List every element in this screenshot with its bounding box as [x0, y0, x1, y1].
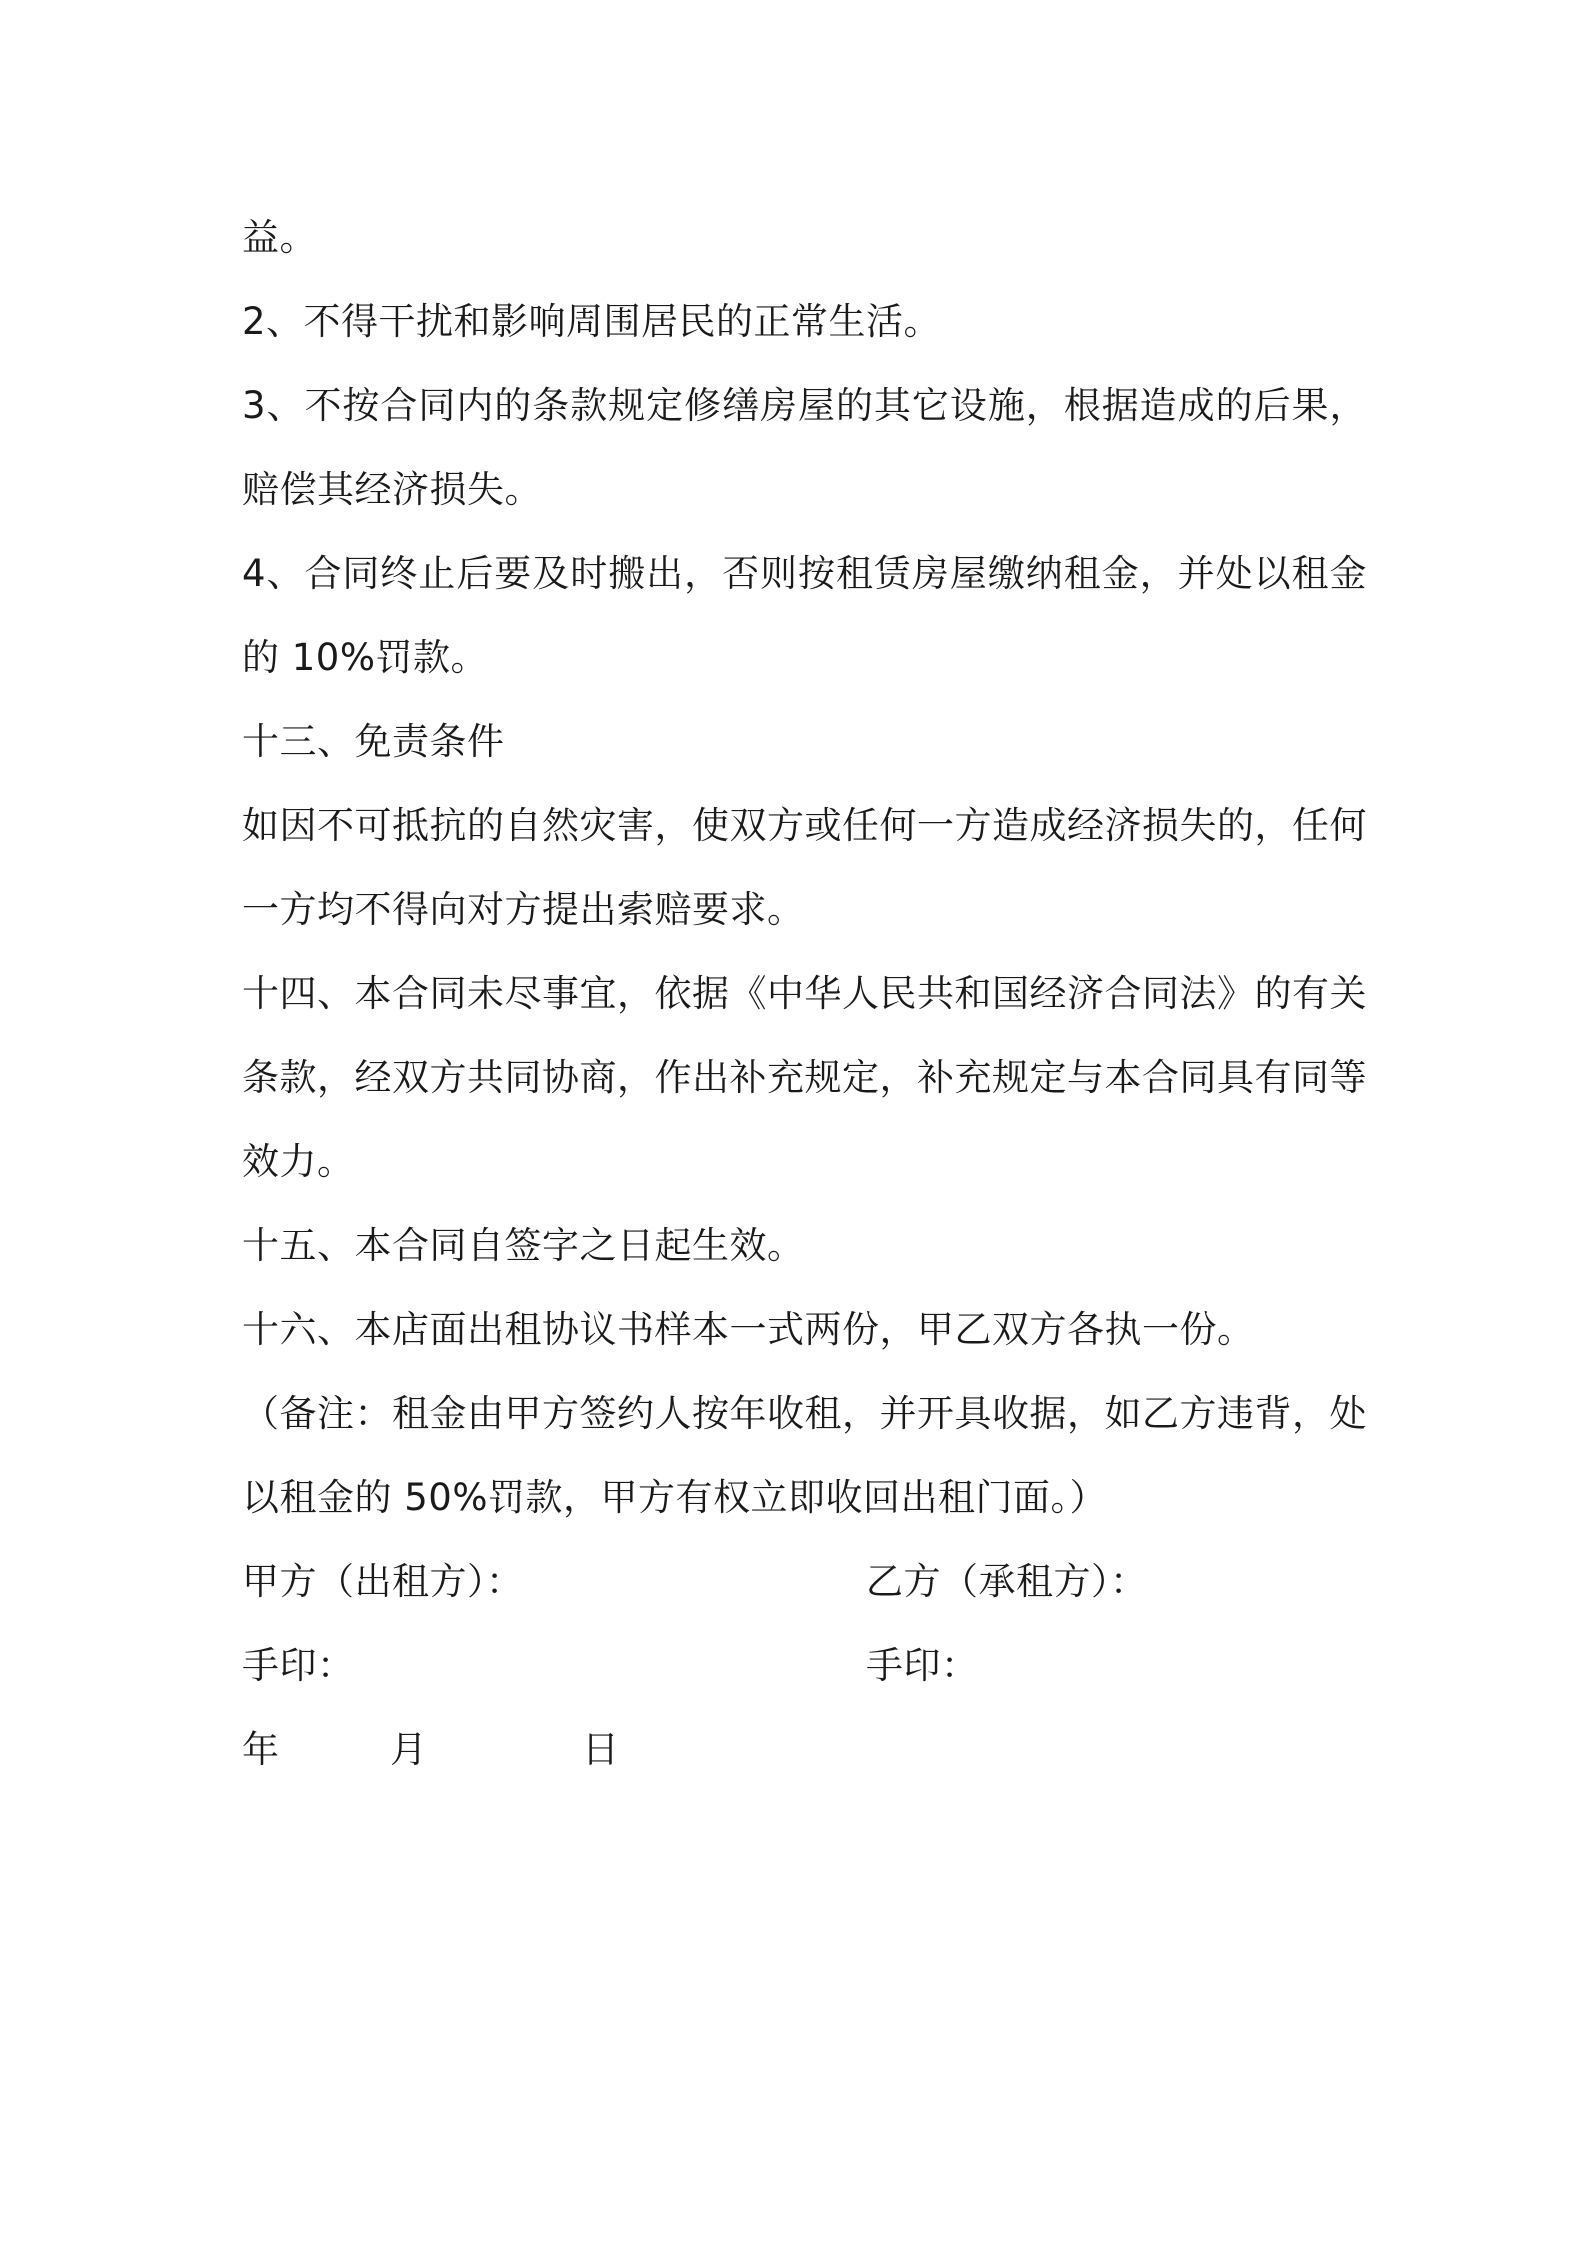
text-line: 益。 [242, 216, 317, 259]
remark-continued: 以租金的 50%罚款，甲方有权立即收回出租门面。） [242, 1476, 1107, 1519]
section-16: 十六、本店面出租协议书样本一式两份，甲乙双方各执一份。 [242, 1308, 1255, 1351]
section-15: 十五、本合同自签字之日起生效。 [242, 1224, 805, 1267]
section-14: 十四、本合同未尽事宜，依据《中华人民共和国经济合同法》的有关 [242, 972, 1367, 1015]
clause-4: 4、合同终止后要及时搬出，否则按租赁房屋缴纳租金，并处以租金 [242, 552, 1367, 595]
section-13-text: 如因不可抵抗的自然灾害，使双方或任何一方造成经济损失的，任何 [242, 804, 1367, 847]
party-row [242, 1540, 1367, 1624]
seal-row [242, 1624, 1367, 1708]
section-14-end: 效力。 [242, 1140, 355, 1183]
clause-3: 3、不按合同内的条款规定修缮房屋的其它设施，根据造成的后果， [242, 384, 1367, 427]
clause-2: 2、不得干扰和影响周围居民的正常生活。 [242, 300, 942, 343]
party-a-label: 甲方（出租方）： [242, 1560, 524, 1603]
date-day: 日 [582, 1728, 620, 1771]
remark: （备注：租金由甲方签约人按年收租，并开具收据，如乙方违背，处 [242, 1392, 1367, 1435]
date-month: 月 [390, 1728, 428, 1771]
date-year: 年 [242, 1728, 280, 1771]
section-13-heading: 十三、免责条件 [242, 720, 505, 763]
date-row [242, 1708, 1367, 1792]
clause-3-continued: 赔偿其经济损失。 [242, 468, 542, 511]
contract-body [242, 196, 1367, 1792]
seal-a-label: 手印： [242, 1644, 355, 1687]
clause-4-continued: 的 10%罚款。 [242, 636, 488, 679]
party-b-label: 乙方（承租方）： [866, 1560, 1148, 1603]
section-14-continued: 条款，经双方共同协商，作出补充规定，补充规定与本合同具有同等 [242, 1056, 1367, 1099]
section-13-text-continued: 一方均不得向对方提出索赔要求。 [242, 888, 805, 931]
seal-b-label: 手印： [866, 1644, 979, 1687]
